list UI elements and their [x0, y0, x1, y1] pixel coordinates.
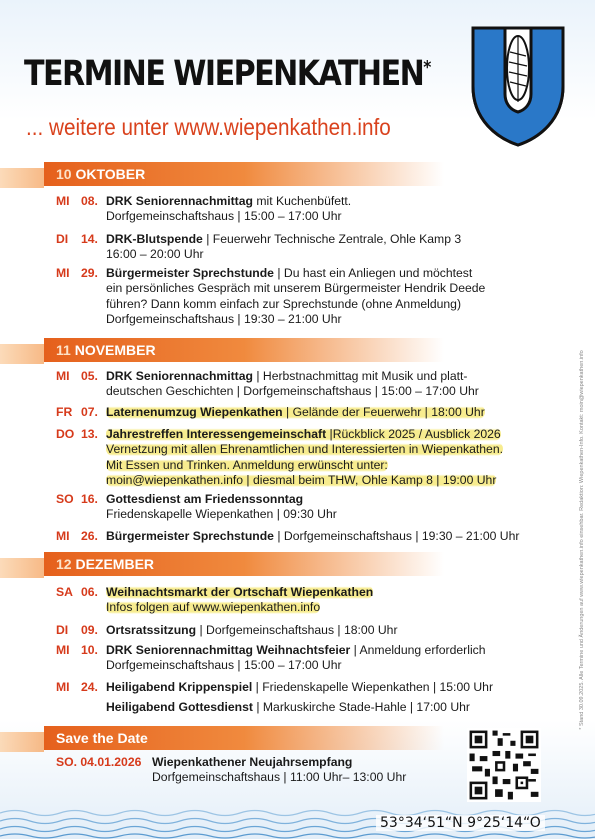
decor-ribbon [0, 558, 44, 578]
decor-ribbon [0, 168, 44, 188]
website-link[interactable]: ... weitere unter www.wiepenkathen.info [26, 114, 391, 140]
month-header-october: 10 OKTOBER [44, 162, 444, 186]
coordinates: 53°34‘51“N 9°25‘14“O [376, 815, 545, 831]
coat-of-arms-icon [469, 24, 567, 148]
page-title: TERMINE WIEPENKATHEN* [24, 54, 430, 94]
month-header-november: 11 NOVEMBER [44, 338, 444, 362]
decor-ribbon [0, 732, 44, 752]
save-the-date-header: Save the Date [44, 726, 444, 750]
legal-note: * Stand 30.09.2025. Alle Termine und Änderungen auf www.wiepenkathen.info einsehbar. Redaktion: Wiepenkathen-Info. Kontakt: moin@wiepenkathen.info [579, 350, 585, 730]
qr-code-icon[interactable] [467, 728, 541, 802]
decor-ribbon [0, 344, 44, 364]
month-header-december: 12 DEZEMBER [44, 552, 444, 576]
